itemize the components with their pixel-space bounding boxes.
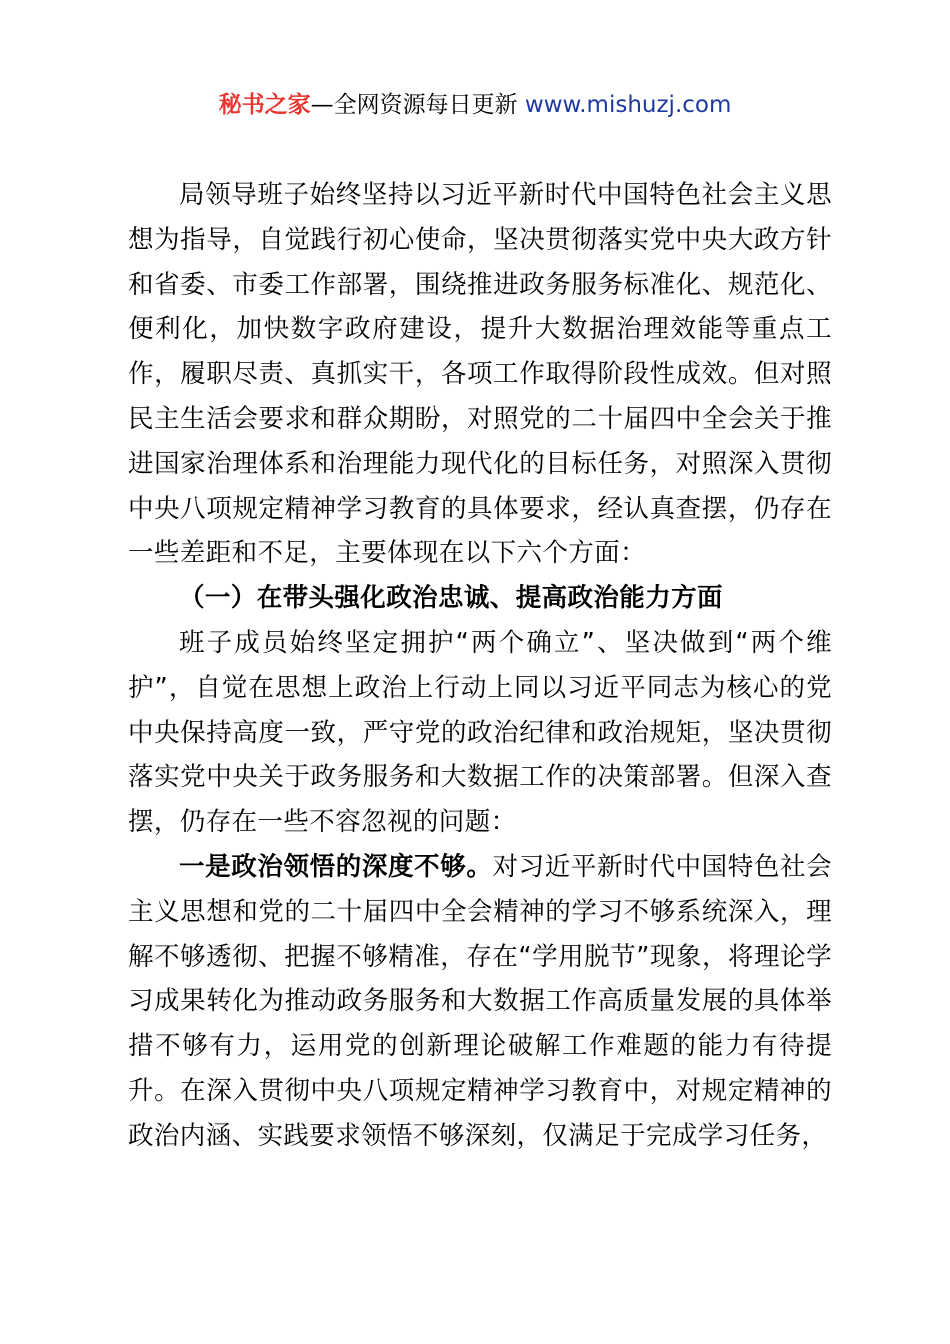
site-header [0, 86, 950, 124]
paragraph-intro: 局领导班子始终坚持以习近平新时代中国特色社会主义思想为指导，自觉践行初心使命，坚决贯彻落实党中央大政方针和省委、市委工作部署，围绕推进政务服务标准化、规范化、便利化，加快数字政府建设，提升大数据治理效能等重点工作，履职尽责、真抓实干，各项工作取得阶段性成效。但对照民主生活会要求和群众期盼，对照党的二十届四中全会关于推进国家治理体系和治理能力现代化的目标任务，对照深入贯彻中央八项规定精神学习教育的具体要求，经认真查摆，仍存在一些差距和不足，主要体现在以下六个方面： [128, 180, 832, 569]
issue-one-text: 对习近平新时代中国特色社会主义思想和党的二十届四中全会精神的学习不够系统深入，理解不够透彻、把握不够精准，存在“学用脱节”现象，将理论学习成果转化为推动政务服务和大数据工作高质量发展的具体举措不够有力，运用党的创新理论破解工作难题的能力有待提升。在深入贯彻中央八项规定精神学习教育中，对规定精神的政治内涵、实践要求领悟不够深刻，仅满足于完成学习任务， [128, 851, 832, 1151]
paragraph-issue-one [128, 845, 832, 1159]
brand-name: 秘书之家 [218, 92, 311, 118]
paragraph-political-loyalty: 班子成员始终坚定拥护“两个确立”、坚决做到“两个维护”，自觉在思想上政治上行动上同以习近平同志为核心的党中央保持高度一致，严守党的政治纪律和政治规矩，坚决贯彻落实党中央关于政务服务和大数据工作的决策部署。但深入查摆，仍存在一些不容忽视的问题： [128, 627, 832, 838]
site-url-link[interactable]: www.mishuzj.com [524, 92, 732, 118]
issue-one-lead: 一是政治领悟的深度不够。 [179, 851, 493, 882]
section-heading: （一）在带头强化政治忠诚、提高政治能力方面 [179, 583, 723, 614]
header-tagline: —全网资源每日更新 [310, 92, 525, 118]
document-body [128, 173, 832, 1159]
